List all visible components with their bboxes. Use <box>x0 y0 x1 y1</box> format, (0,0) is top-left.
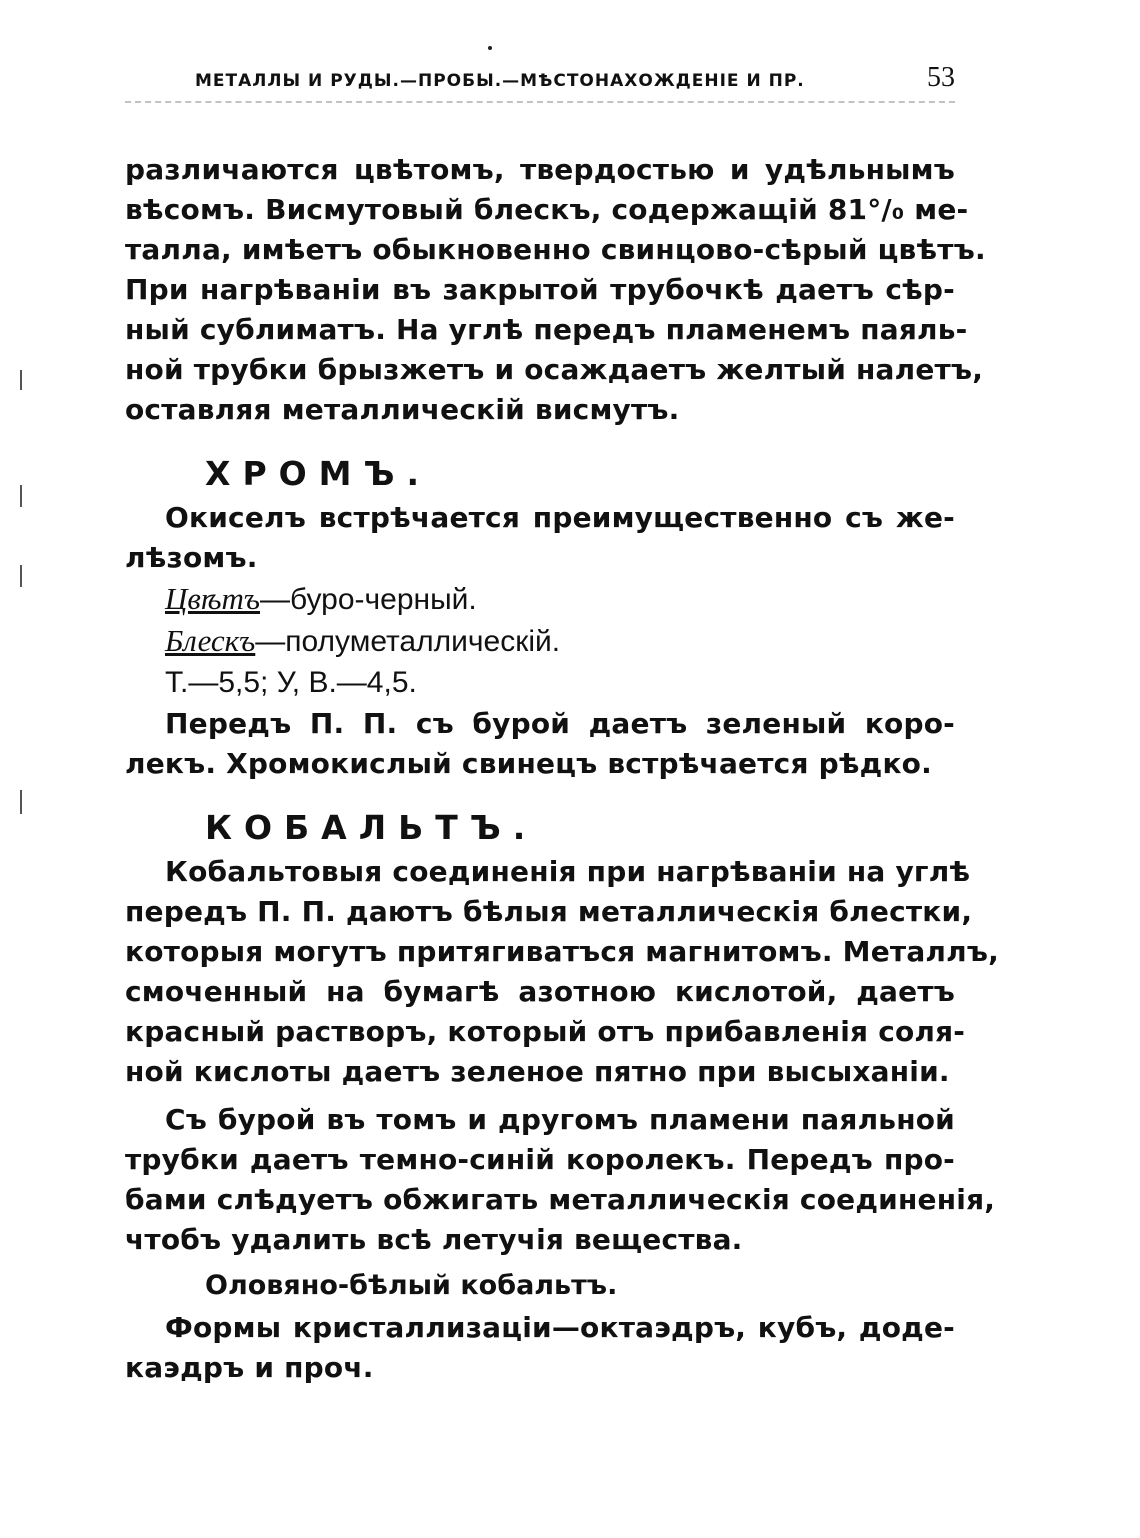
luster-label: Блескъ <box>165 623 256 658</box>
page-number: 53 <box>927 62 955 93</box>
text-line: При нагрѣваніи въ закрытой трубочкѣ даетъ сѣр- <box>125 273 955 306</box>
text-line: Формы кристаллизаціи—октаэдръ, кубъ, доде- <box>165 1311 955 1344</box>
text-line: лекъ. Хромокислый свинецъ встрѣчается рѣдко. <box>125 747 932 780</box>
margin-mark <box>20 370 22 390</box>
text-line: Окиселъ встрѣчается преимущественно съ же- <box>165 501 955 534</box>
color-label: Цвѣтъ <box>165 581 260 616</box>
chrome-intro-paragraph <box>125 498 955 578</box>
text-line: каэдръ и проч. <box>125 1351 374 1384</box>
text-line: трубки даетъ темно-синій королекъ. Передъ про- <box>125 1143 955 1176</box>
text-line: лѣзомъ. <box>125 541 258 574</box>
text-line: различаются цвѣтомъ, твердостью и удѣльнымъ <box>125 153 955 186</box>
text-line: Съ бурой въ томъ и другомъ пламени паяльной <box>165 1103 955 1136</box>
text-line: бами слѣдуетъ обжигать металлическія соединенія, <box>125 1183 996 1216</box>
text-line: ной трубки брызжетъ и осаждаетъ желтый налетъ, <box>125 353 984 386</box>
section-title-cobalt: КОБАЛЬТЪ. <box>205 808 538 847</box>
text-line: смоченный на бумагѣ азотною кислотой, даетъ <box>125 975 955 1008</box>
luster-value: —полуметаллическій. <box>255 625 561 658</box>
text-line: оставляя металлическій висмутъ. <box>125 393 680 426</box>
text-line: красный растворъ, который отъ прибавленія соля- <box>125 1015 966 1048</box>
chrome-luster <box>125 620 955 662</box>
intro-paragraph <box>125 150 986 430</box>
text-line: передъ П. П. даютъ бѣлыя металлическія блестки, <box>125 895 973 928</box>
text-line: Передъ П. П. съ бурой даетъ зеленый коро- <box>165 707 955 740</box>
text-line: ной кислоты даетъ зеленое пятно при высыханіи. <box>125 1055 950 1088</box>
cobalt-paragraph-1 <box>125 852 999 1092</box>
margin-mark <box>20 565 22 587</box>
text-line: вѣсомъ. Висмутовый блескъ, содержащій 81°/₀ ме- <box>125 193 969 226</box>
chrome-note-paragraph <box>125 704 955 784</box>
text-line: талла, имѣетъ обыкновенно свинцово-сѣрый цвѣтъ. <box>125 233 986 266</box>
cobalt-paragraph-2 <box>125 1100 996 1260</box>
color-value: —буро-черный. <box>260 583 477 616</box>
tin-white-cobalt-paragraph <box>125 1308 955 1388</box>
chrome-color <box>125 578 955 620</box>
subsection-title-tin-white-cobalt: Оловяно-бѣлый кобальтъ. <box>205 1270 618 1301</box>
running-header <box>195 62 955 102</box>
page-body <box>125 150 999 1388</box>
header-title: МЕТАЛЛЫ И РУДЫ.—ПРОБЫ.—МѢСТОНАХОЖДЕНІЕ И ПР. <box>195 71 805 91</box>
text-line: которыя могутъ притягиватъся магнитомъ. Металлъ, <box>125 935 999 968</box>
speck <box>488 46 492 50</box>
margin-mark <box>20 485 22 507</box>
text-line: ный сублиматъ. На углѣ передъ пламенемъ паяль- <box>125 313 968 346</box>
text-line: Кобальтовыя соединенія при нагрѣваніи на углѣ <box>165 855 971 888</box>
chrome-hardness: Т.—5,5; У, В.—4,5. <box>165 666 417 699</box>
text-line: чтобъ удалить всѣ летучія вещества. <box>125 1223 743 1256</box>
header-rule <box>125 101 955 103</box>
paragraph-spacer <box>125 1092 955 1100</box>
margin-mark <box>20 790 22 814</box>
section-title-chrome: ХРОМЪ. <box>205 454 432 493</box>
